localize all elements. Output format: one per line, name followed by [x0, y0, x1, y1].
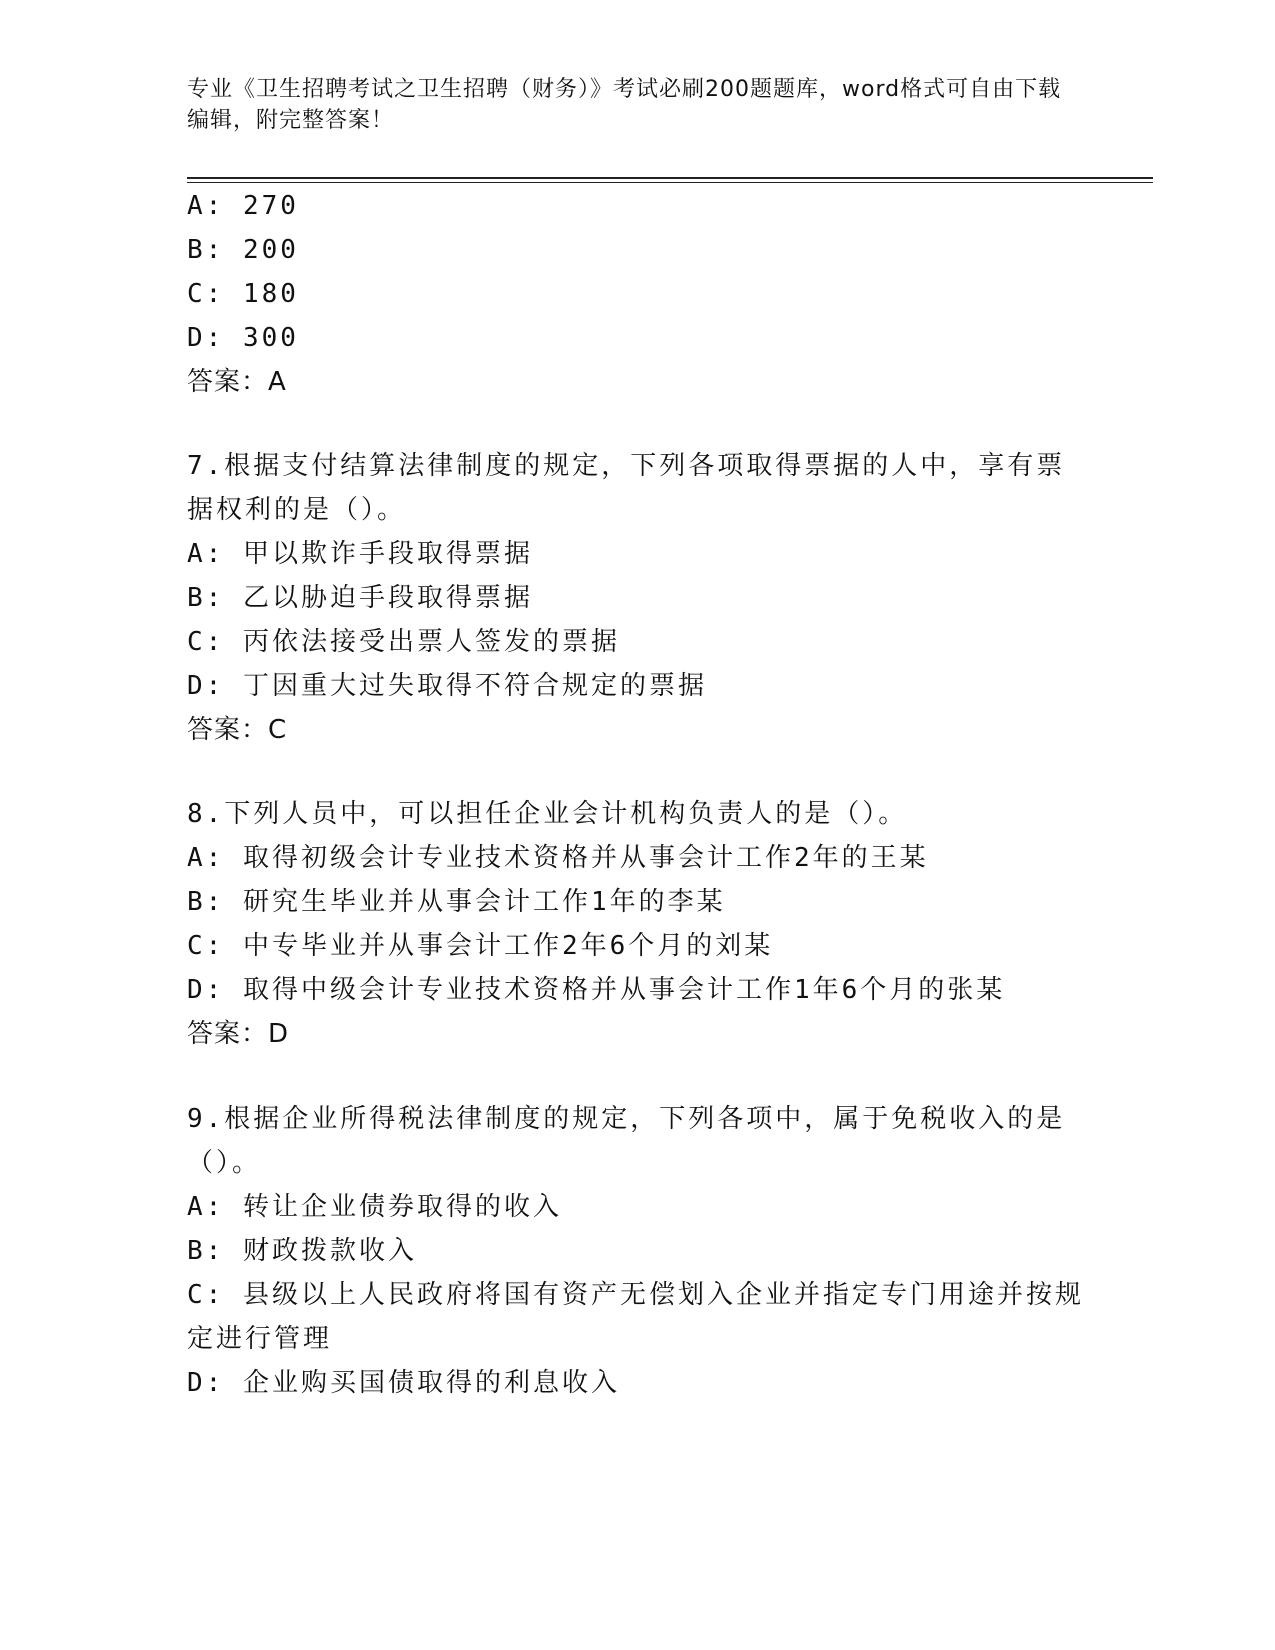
q8-option-c: C: 中专毕业并从事会计工作2年6个月的刘某 — [187, 931, 774, 961]
q9-option-d: D: 企业购买国债取得的利息收入 — [187, 1368, 620, 1398]
page-header: 专业《卫生招聘考试之卫生招聘（财务）》考试必刷200题题库，word格式可自由下载编辑，附完整答案！ — [187, 77, 1062, 133]
q7-stem-line1: 7.根据支付结算法律制度的规定，下列各项取得票据的人中，享有票 — [187, 451, 1066, 481]
q7-option-c: C: 丙依法接受出票人签发的票据 — [187, 627, 620, 657]
q6-option-c: C: 180 — [187, 279, 299, 309]
q6-option-b: B: 200 — [187, 235, 299, 265]
q8-option-a: A: 取得初级会计专业技术资格并从事会计工作2年的王某 — [187, 843, 929, 873]
q7-answer: 答案：C — [187, 715, 288, 745]
header-rule-top — [187, 177, 1153, 179]
q6-answer: 答案：A — [187, 367, 287, 397]
header-rule-bottom — [187, 182, 1153, 183]
q9-option-a: A: 转让企业债券取得的收入 — [187, 1192, 562, 1222]
q8-answer: 答案：D — [187, 1019, 290, 1049]
q6-option-d: D: 300 — [187, 323, 299, 353]
q7-stem-line2: 据权利的是（）。 — [187, 495, 407, 525]
q7-option-b: B: 乙以胁迫手段取得票据 — [187, 583, 533, 613]
q8-option-d: D: 取得中级会计专业技术资格并从事会计工作1年6个月的张某 — [187, 975, 1006, 1005]
q7-option-d: D: 丁因重大过失取得不符合规定的票据 — [187, 671, 707, 701]
q6-option-a: A: 270 — [187, 191, 299, 221]
q9-option-c-line1: C: 县级以上人民政府将国有资产无偿划入企业并指定专门用途并按规 — [187, 1280, 1084, 1310]
q9-option-c-line2: 定进行管理 — [187, 1324, 333, 1354]
q9-option-b: B: 财政拨款收入 — [187, 1236, 417, 1266]
q9-stem-line2: （）。 — [187, 1148, 262, 1178]
q9-stem-line1: 9.根据企业所得税法律制度的规定，下列各项中，属于免税收入的是 — [187, 1104, 1066, 1134]
q8-stem-line1: 8.下列人员中，可以担任企业会计机构负责人的是（）。 — [187, 799, 908, 829]
q7-option-a: A: 甲以欺诈手段取得票据 — [187, 539, 533, 569]
q8-option-b: B: 研究生毕业并从事会计工作1年的李某 — [187, 887, 726, 917]
